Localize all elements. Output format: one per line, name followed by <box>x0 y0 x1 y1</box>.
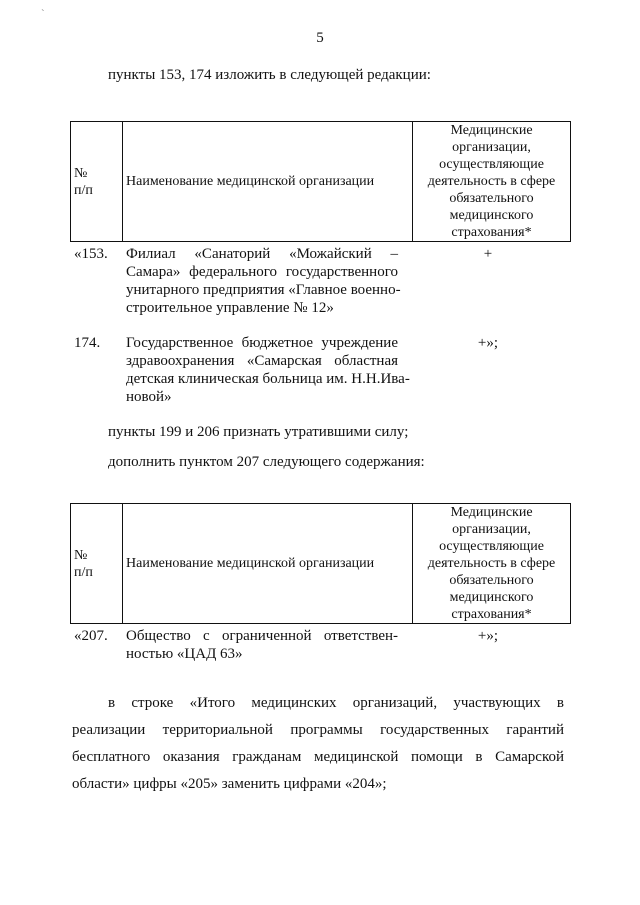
header-status-cell: Медицинские организации, осуществляющие деятельность в сфере обязательного медицинского страхования* <box>413 122 571 242</box>
table-header-2 <box>70 503 571 624</box>
oms-status: +»; <box>477 628 499 644</box>
row-number: 174. <box>74 335 101 351</box>
table-header-1 <box>70 121 571 242</box>
header-number-cell: № п/п <box>71 504 123 624</box>
final-paragraph: в строке «Итого медицинских организаций, участвующих в реализации территориальной программы государственных гарантий бесплатного оказания гражданам медицинской помощи в Самарской области» цифры «205» заменить цифрами «204»; <box>72 695 564 792</box>
organization-name: Общество с ограниченной ответствен- ностью «ЦАД 63» <box>126 628 398 662</box>
header-status-cell: Медицинские организации, осуществляющие деятельность в сфере обязательного медицинского страхования* <box>413 504 571 624</box>
instruction-line-1: пункты 153, 174 изложить в следующей редакции: <box>108 67 431 83</box>
oms-status: + <box>483 246 493 262</box>
header-name-cell: Наименование медицинской организации <box>123 122 413 242</box>
instruction-line-2: пункты 199 и 206 признать утратившими силу; <box>108 424 409 440</box>
row-number: «207. <box>74 628 108 644</box>
table-row <box>74 627 574 667</box>
page-number: 5 <box>316 30 324 46</box>
table-row <box>74 245 574 325</box>
header-name-cell: Наименование медицинской организации <box>123 504 413 624</box>
instruction-line-3: дополнить пунктом 207 следующего содержания: <box>108 454 425 470</box>
table-row <box>74 334 574 414</box>
organization-name: Филиал «Санаторий «Можайский – Самара» федерального государственного унитарного предприятия «Главное военно- строительное управление № 12» <box>126 246 401 316</box>
corner-mark: ` <box>41 8 45 20</box>
header-number-cell: № п/п <box>71 122 123 242</box>
row-number: «153. <box>74 246 108 262</box>
oms-status: +»; <box>477 335 499 351</box>
organization-name: Государственное бюджетное учреждение здравоохранения «Самарская областная детская клиническая больница им. Н.Н.Ива- новой» <box>126 335 410 405</box>
